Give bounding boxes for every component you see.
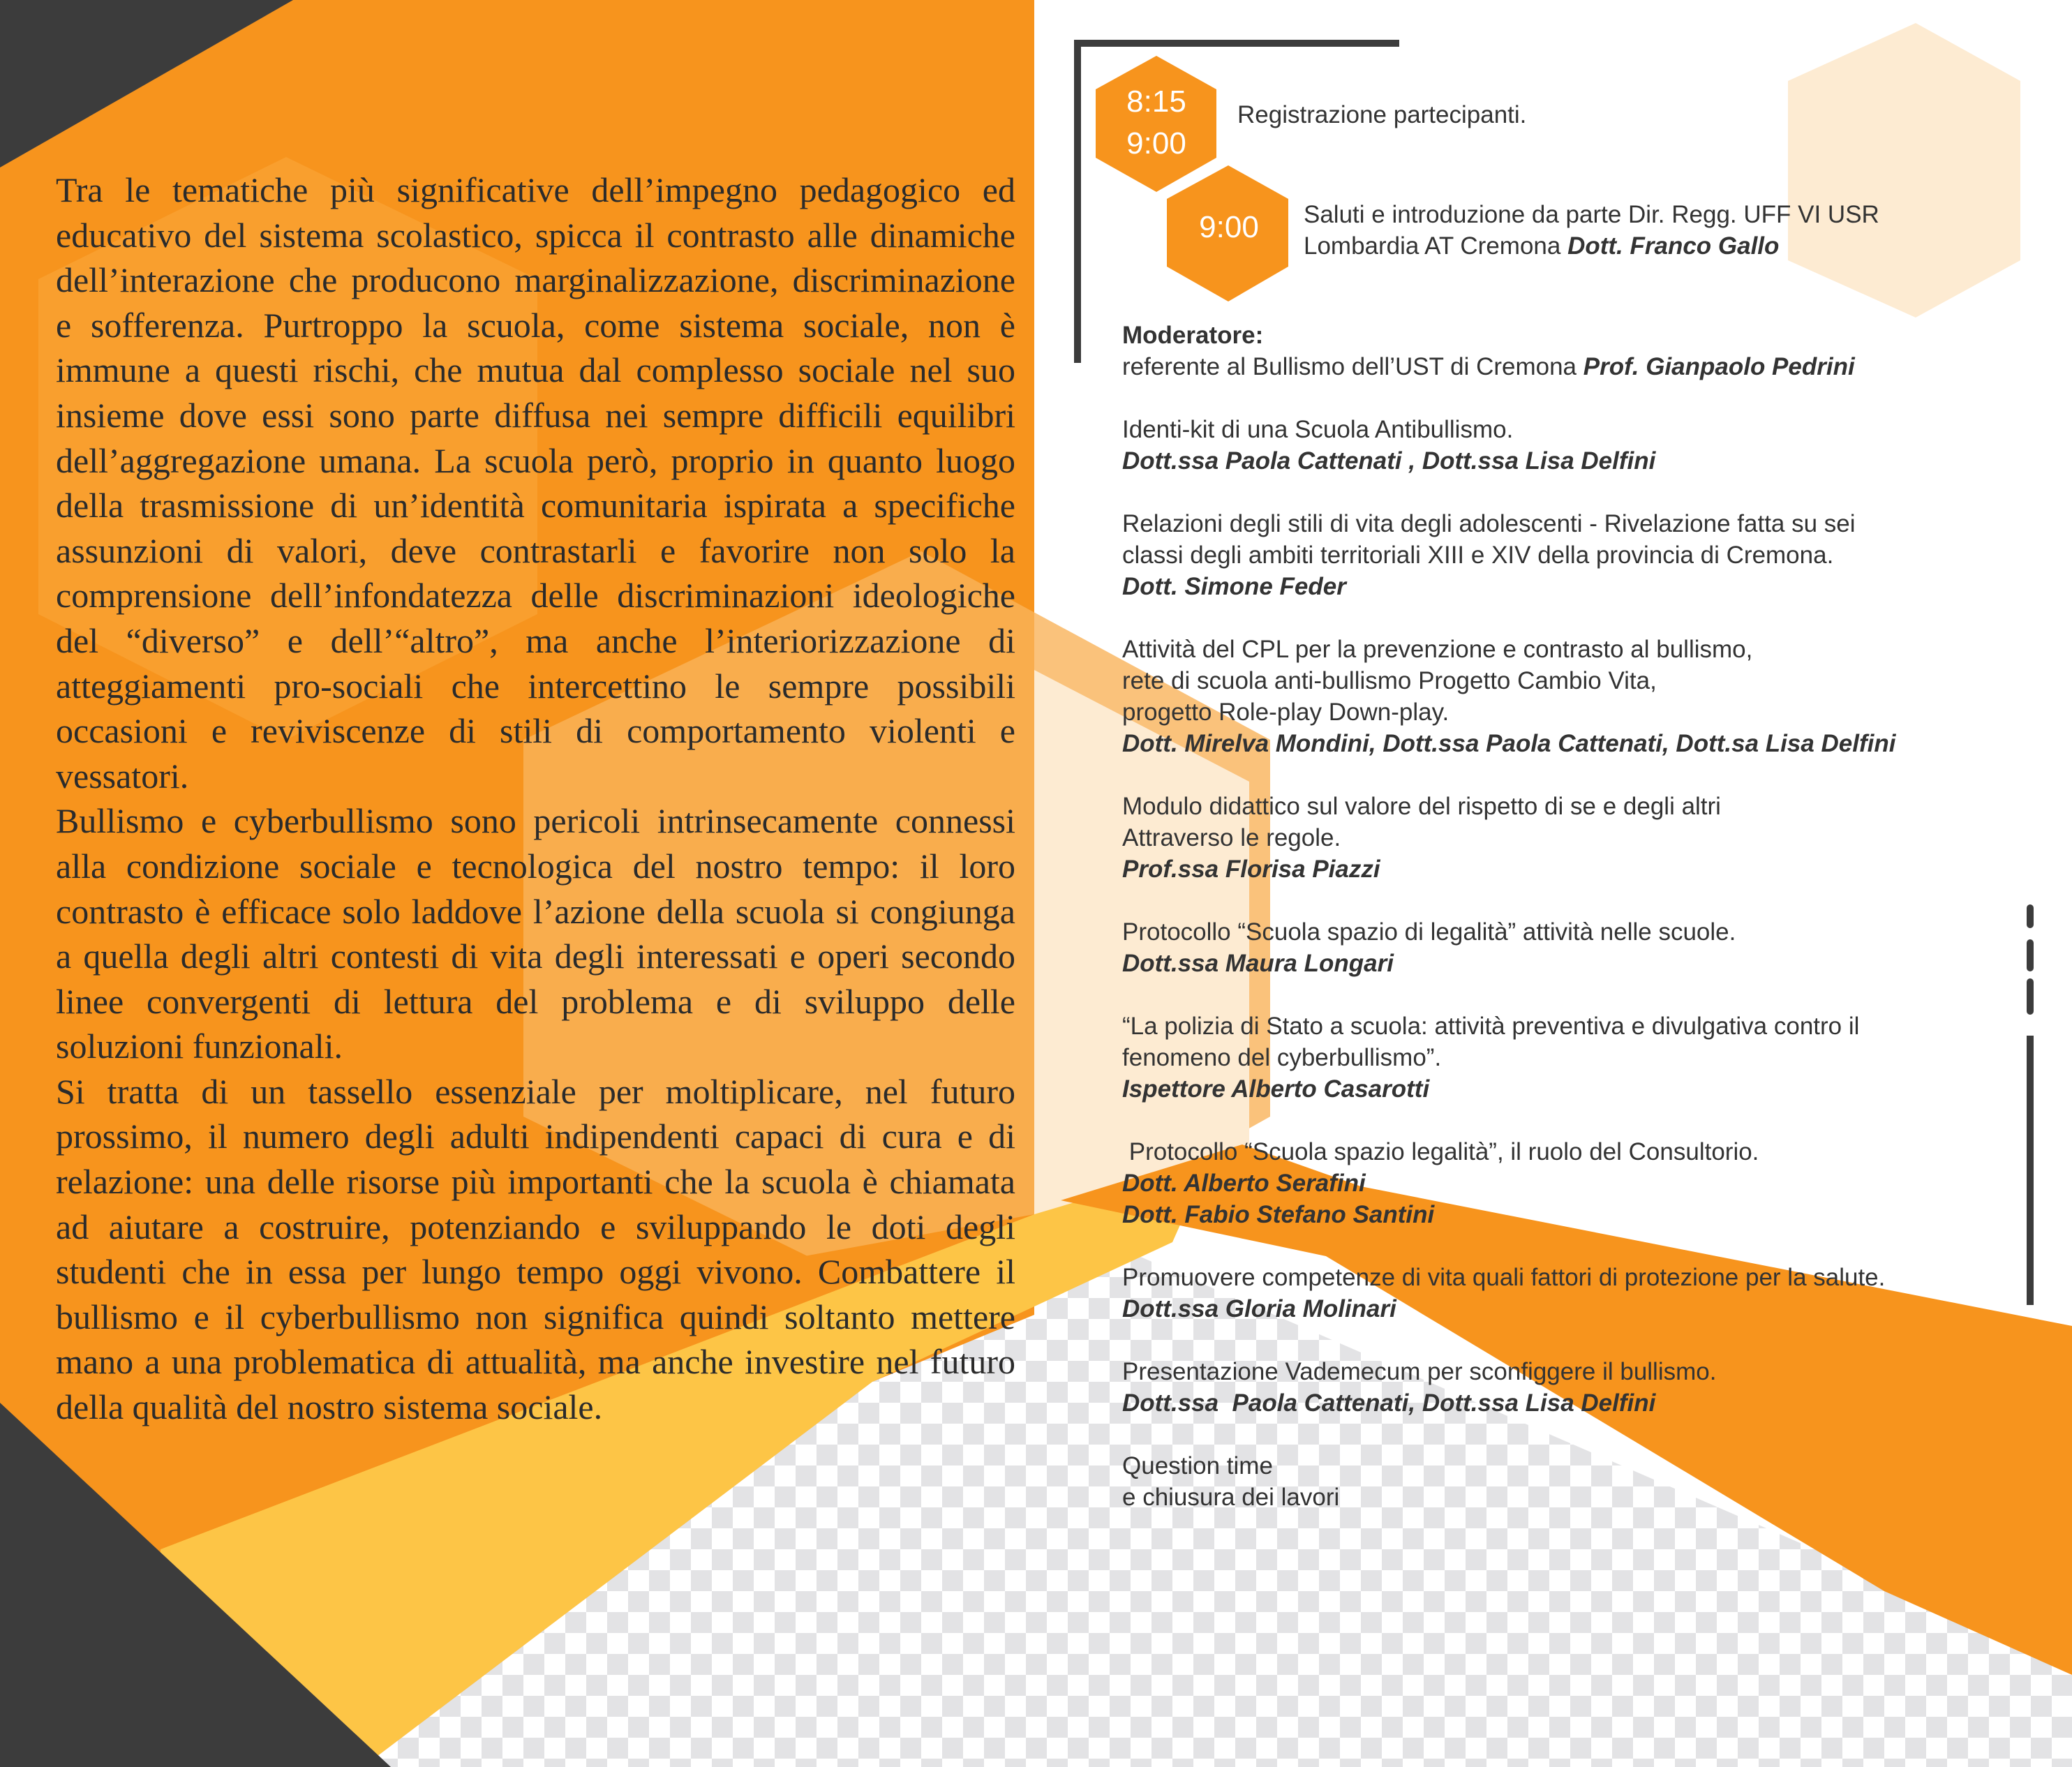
item-line: “La polizia di Stato a scuola: attività preventiva e divulgativa contro il [1122, 1013, 1860, 1040]
item-speakers: Dott. Alberto Serafini [1122, 1170, 1366, 1197]
item-speakers: Dott.ssa Paola Cattenati, Dott.ssa Lisa Delfini [1122, 1389, 1656, 1417]
program-item [1122, 1262, 2043, 1325]
program-item [1122, 508, 2043, 602]
item-line: e chiusura dei lavori [1122, 1484, 1340, 1511]
item-line: Attività del CPL per la prevenzione e contrasto al bullismo, [1122, 636, 1753, 663]
item-speakers: Dott. Simone Feder [1122, 573, 1346, 600]
moderator-speaker: Prof. Gianpaolo Pedrini [1583, 353, 1855, 380]
item-line: Presentazione Vademecum per sconfiggere il bullismo. [1122, 1358, 1717, 1385]
program-item [1122, 1356, 2043, 1419]
item-speakers: Dott.ssa Gloria Molinari [1122, 1295, 1396, 1322]
item-line: Identi-kit di una Scuola Antibullismo. [1122, 416, 1514, 443]
intro-text [56, 167, 1015, 1430]
time-slot-1 [1100, 81, 1213, 165]
welcome-line-2-text: Lombardia AT Cremona [1304, 232, 1568, 260]
item-line: Protocollo “Scuola spazio di legalità” attività nelle scuole. [1122, 918, 1736, 946]
item-speakers: Dott.ssa Paola Cattenati , Dott.ssa Lisa Delfini [1122, 447, 1656, 475]
program-item [1122, 634, 2043, 759]
intro-paragraph-2: Bullismo e cyberbullismo sono pericoli intrinsecamente connessi alla condizione sociale e tecnologica del nostro tempo: il loro contrasto è efficace solo laddove l’azione della scuola si congiunga a quella degli altri contesti di vita degli interessati e operi secondo linee convergenti di lettura del problema e di sviluppo delle soluzioni funzionali. [56, 801, 1015, 1066]
item-line: fenomeno del cyberbullismo”. [1122, 1044, 1442, 1071]
moderator-text: referente al Bullismo dell’UST di Cremona [1122, 353, 1583, 380]
welcome-line-1: Saluti e introduzione da parte Dir. Regg. UFF VI USR [1304, 201, 1879, 228]
item-speakers-2: Dott. Fabio Stefano Santini [1122, 1201, 1435, 1228]
welcome-speaker: Dott. Franco Gallo [1567, 232, 1780, 260]
item-line: rete di scuola anti-bullismo Progetto Cambio Vita, [1122, 667, 1657, 694]
program-item [1122, 791, 2043, 885]
intro-paragraph-1: Tra le tematiche più significative dell’impegno pedagogico ed educativo del sistema scolastico, spicca il contrasto alle dinamiche dell’interazione che producono marginalizzazione, discriminazione e sofferenza. Purtroppo la scuola, come sistema sociale, non è immune a questi rischi, che mutua dal complesso sociale nel suo insieme dove essi sono parte diffusa nei sempre difficili equilibri dell’aggregazione umana. La scuola però, proprio in quanto luogo della trasmissione di un’identità comunitaria ispirata a specifiche assunzioni di valori, deve contrastarli e favorire non solo la comprensione dell’infondatezza delle discriminazioni ideologiche del “diverso” e dell’“altro”, ma anche l’interiorizzazione di atteggiamenti pro-sociali che intercettino le sempre possibili occasioni e reviviscenze di stili di comportamento violenti e vessatori. [56, 170, 1015, 796]
time-slot-2: 9:00 [1199, 210, 1259, 244]
program-item-closing [1122, 1450, 2043, 1513]
program-item [1122, 916, 2043, 979]
program-list [1122, 320, 2043, 1544]
item-line: Attraverso le regole. [1122, 824, 1341, 851]
intro-paragraph-3: Si tratta di un tassello essenziale per moltiplicare, nel futuro prossimo, il numero degli adulti indipendenti capaci di cura e di relazione: una delle risorse più importanti che la scuola è chiamata ad aiutare a costruire, potenziando e sviluppando le doti degli studenti che in essa per lungo tempo oggi vivono. Combattere il bullismo e il cyberbullismo non significa quindi soltanto mettere mano a una problematica di attualità, ma anche investire nel futuro della qualità del nostro sistema sociale. [56, 1071, 1015, 1427]
program-item [1122, 414, 2043, 477]
item-line: Question time [1122, 1452, 1273, 1479]
moderator-line [1122, 351, 2043, 382]
peach-hexagon-top-right [1788, 23, 2020, 318]
time-end: 9:00 [1126, 126, 1186, 161]
item-speakers: Dott.ssa Maura Longari [1122, 950, 1394, 977]
item-line: Protocollo “Scuola spazio legalità”, il ruolo del Consultorio. [1122, 1138, 1759, 1165]
program-item [1122, 1011, 2043, 1105]
welcome-line-2 [1304, 230, 2043, 262]
moderator-block [1122, 320, 2043, 382]
dash-left-1 [1074, 251, 1081, 290]
item-line: Relazioni degli stili di vita degli adolescenti - Rivelazione fatta su sei [1122, 510, 1856, 537]
time-start: 8:15 [1126, 84, 1186, 119]
moderator-heading: Moderatore: [1122, 322, 1264, 349]
item-speakers: Prof.ssa Florisa Piazzi [1122, 856, 1380, 883]
item-line: progetto Role-play Down-play. [1122, 699, 1449, 726]
item-speakers: Dott. Mirelva Mondini, Dott.ssa Paola Cattenati, Dott.sa Lisa Delfini [1122, 730, 1896, 757]
item-line: classi degli ambiti territoriali XIII e XIV della provincia di Cremona. [1122, 542, 1834, 569]
item-line: Modulo didattico sul valore del rispetto di se e degli altri [1122, 793, 1721, 820]
item-speakers: Ispettore Alberto Casarotti [1122, 1075, 1430, 1103]
registration-text: Registrazione partecipanti. [1237, 101, 1527, 128]
item-line: Promuovere competenze di vita quali fattori di protezione per la salute. [1122, 1264, 1886, 1291]
dash-left-3 [1074, 328, 1081, 363]
program-item [1122, 1136, 2043, 1230]
welcome-text [1304, 199, 2043, 262]
